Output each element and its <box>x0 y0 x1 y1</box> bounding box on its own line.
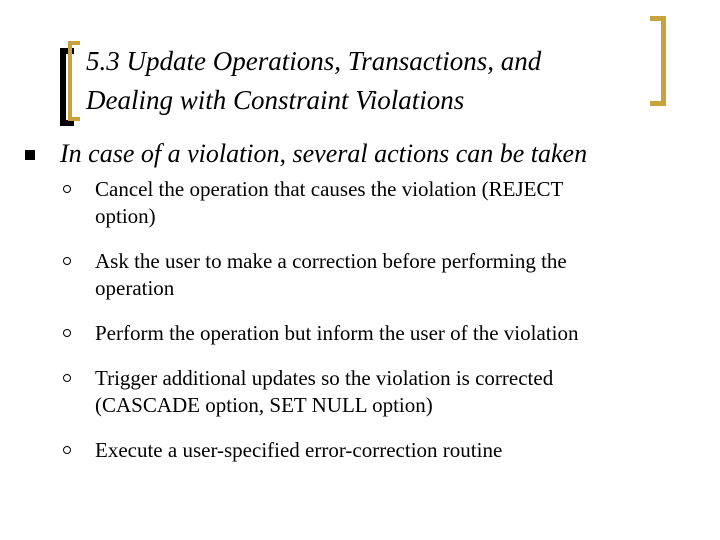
list-item <box>63 437 663 464</box>
title-line-1: 5.3 Update Operations, Transactions, and <box>86 46 542 76</box>
list-item <box>63 248 663 302</box>
main-bullet-text: In case of a violation, several actions can be taken <box>60 139 588 168</box>
list-item <box>63 176 663 230</box>
circle-bullet-icon <box>63 446 71 454</box>
right-bracket-decoration <box>650 16 666 106</box>
list-item-line-1: Execute a user-specified error-correction routine <box>95 438 503 462</box>
list-item-line-1: Cancel the operation that causes the violation (REJECT <box>95 177 564 201</box>
sub-bullet-list <box>63 176 663 482</box>
list-item-line-2: operation <box>95 276 175 300</box>
circle-bullet-icon <box>63 257 71 265</box>
list-item-line-1: Trigger additional updates so the violation is corrected <box>95 366 554 390</box>
left-gold-bracket-decoration <box>68 41 80 121</box>
list-item-line-1: Perform the operation but inform the user of the violation <box>95 321 579 345</box>
list-item-line-2: option) <box>95 204 156 228</box>
list-item-line-1: Ask the user to make a correction before performing the <box>95 249 567 273</box>
slide-title <box>86 42 646 120</box>
circle-bullet-icon <box>63 185 71 193</box>
title-line-2: Dealing with Constraint Violations <box>86 85 465 115</box>
list-item <box>63 320 663 347</box>
square-bullet-icon <box>25 150 35 160</box>
circle-bullet-icon <box>63 329 71 337</box>
list-item <box>63 365 663 419</box>
list-item-line-2: (CASCADE option, SET NULL option) <box>95 393 433 417</box>
circle-bullet-icon <box>63 374 71 382</box>
